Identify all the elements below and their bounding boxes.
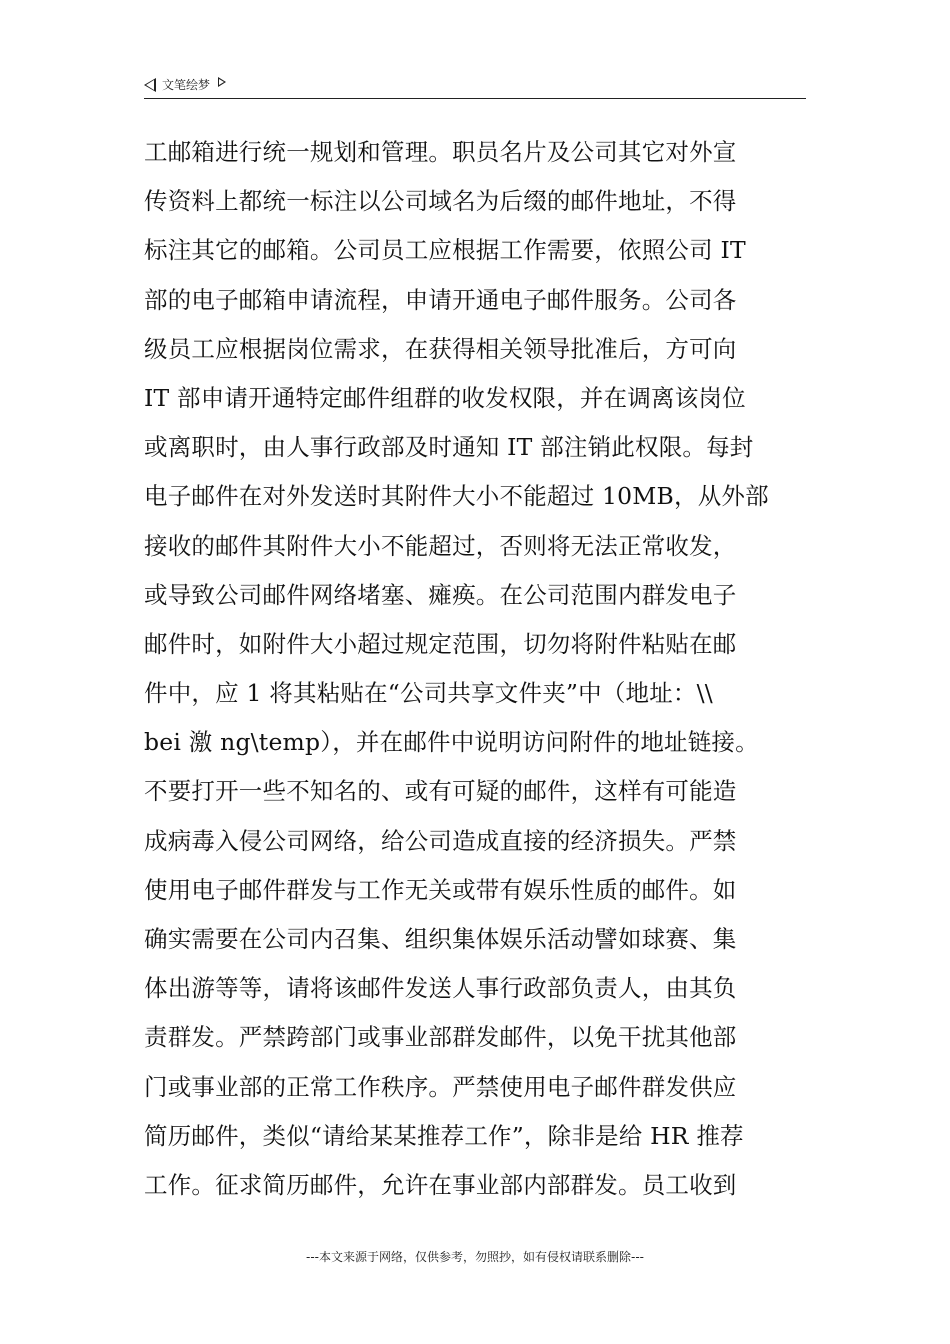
header-label: 文笔绘梦 — [162, 78, 211, 92]
text-line: IT 部申请开通特定邮件组群的收发权限，并在调离该岗位 — [144, 383, 746, 412]
text-line: 电子邮件在对外发送时其附件大小不能超过 10MB，从外部 — [144, 482, 769, 511]
page-footer: ---本文来源于网络，仅供参考，勿照抄，如有侵权请联系删除--- — [306, 1250, 644, 1264]
text-line: 传资料上都统一标注以公司域名为后缀的邮件地址，不得 — [144, 187, 737, 216]
page-header — [144, 74, 806, 99]
document-body — [144, 128, 810, 1210]
text-line: 体出游等等，请将该邮件发送人事行政部负责人，由其负 — [144, 974, 737, 1003]
text-line: 工邮箱进行统一规划和管理。职员名片及公司其它对外宣 — [144, 138, 737, 166]
text-line: 级员工应根据岗位需求，在获得相关领导批准后，方可向 — [144, 334, 737, 363]
text-line: 部的电子邮箱申请流程，申请开通电子邮件服务。公司各 — [144, 285, 737, 314]
text-line: 标注其它的邮箱。公司员工应根据工作需要，依照公司 IT — [144, 236, 746, 265]
text-line: 邮件时，如附件大小超过规定范围，切勿将附件粘贴在邮 — [144, 629, 737, 658]
text-line: bei 激 ng\temp），并在邮件中说明访问附件的地址链接。 — [144, 728, 759, 757]
triangle-left-icon — [144, 78, 156, 92]
text-line: 门或事业部的正常工作秩序。严禁使用电子邮件群发供应 — [144, 1072, 737, 1101]
text-line: 不要打开一些不知名的、或有可疑的邮件，这样有可能造 — [144, 777, 737, 806]
text-line: 工作。征求简历邮件，允许在事业部内部群发。员工收到 — [144, 1170, 737, 1199]
triangle-right-icon — [218, 77, 226, 87]
text-line: 件中，应 1 将其粘贴在“公司共享文件夹”中（地址：\\ — [144, 679, 713, 708]
text-line: 成病毒入侵公司网络，给公司造成直接的经济损失。严禁 — [144, 826, 737, 855]
text-line: 确实需要在公司内召集、组织集体娱乐活动譬如球赛、集 — [144, 925, 737, 953]
text-line: 或导致公司邮件网络堵塞、瘫痪。在公司范围内群发电子 — [144, 580, 737, 609]
text-line: 责群发。严禁跨部门或事业部群发邮件，以免干扰其他部 — [144, 1023, 737, 1052]
text-line: 或离职时，由人事行政部及时通知 IT 部注销此权限。每封 — [144, 433, 754, 462]
text-line: 接收的邮件其附件大小不能超过，否则将无法正常收发， — [144, 531, 737, 560]
header-brand — [144, 76, 226, 93]
text-line: 使用电子邮件群发与工作无关或带有娱乐性质的邮件。如 — [144, 875, 737, 904]
text-line: 简历邮件，类似“请给某某推荐工作”，除非是给 HR 推荐 — [144, 1121, 744, 1150]
